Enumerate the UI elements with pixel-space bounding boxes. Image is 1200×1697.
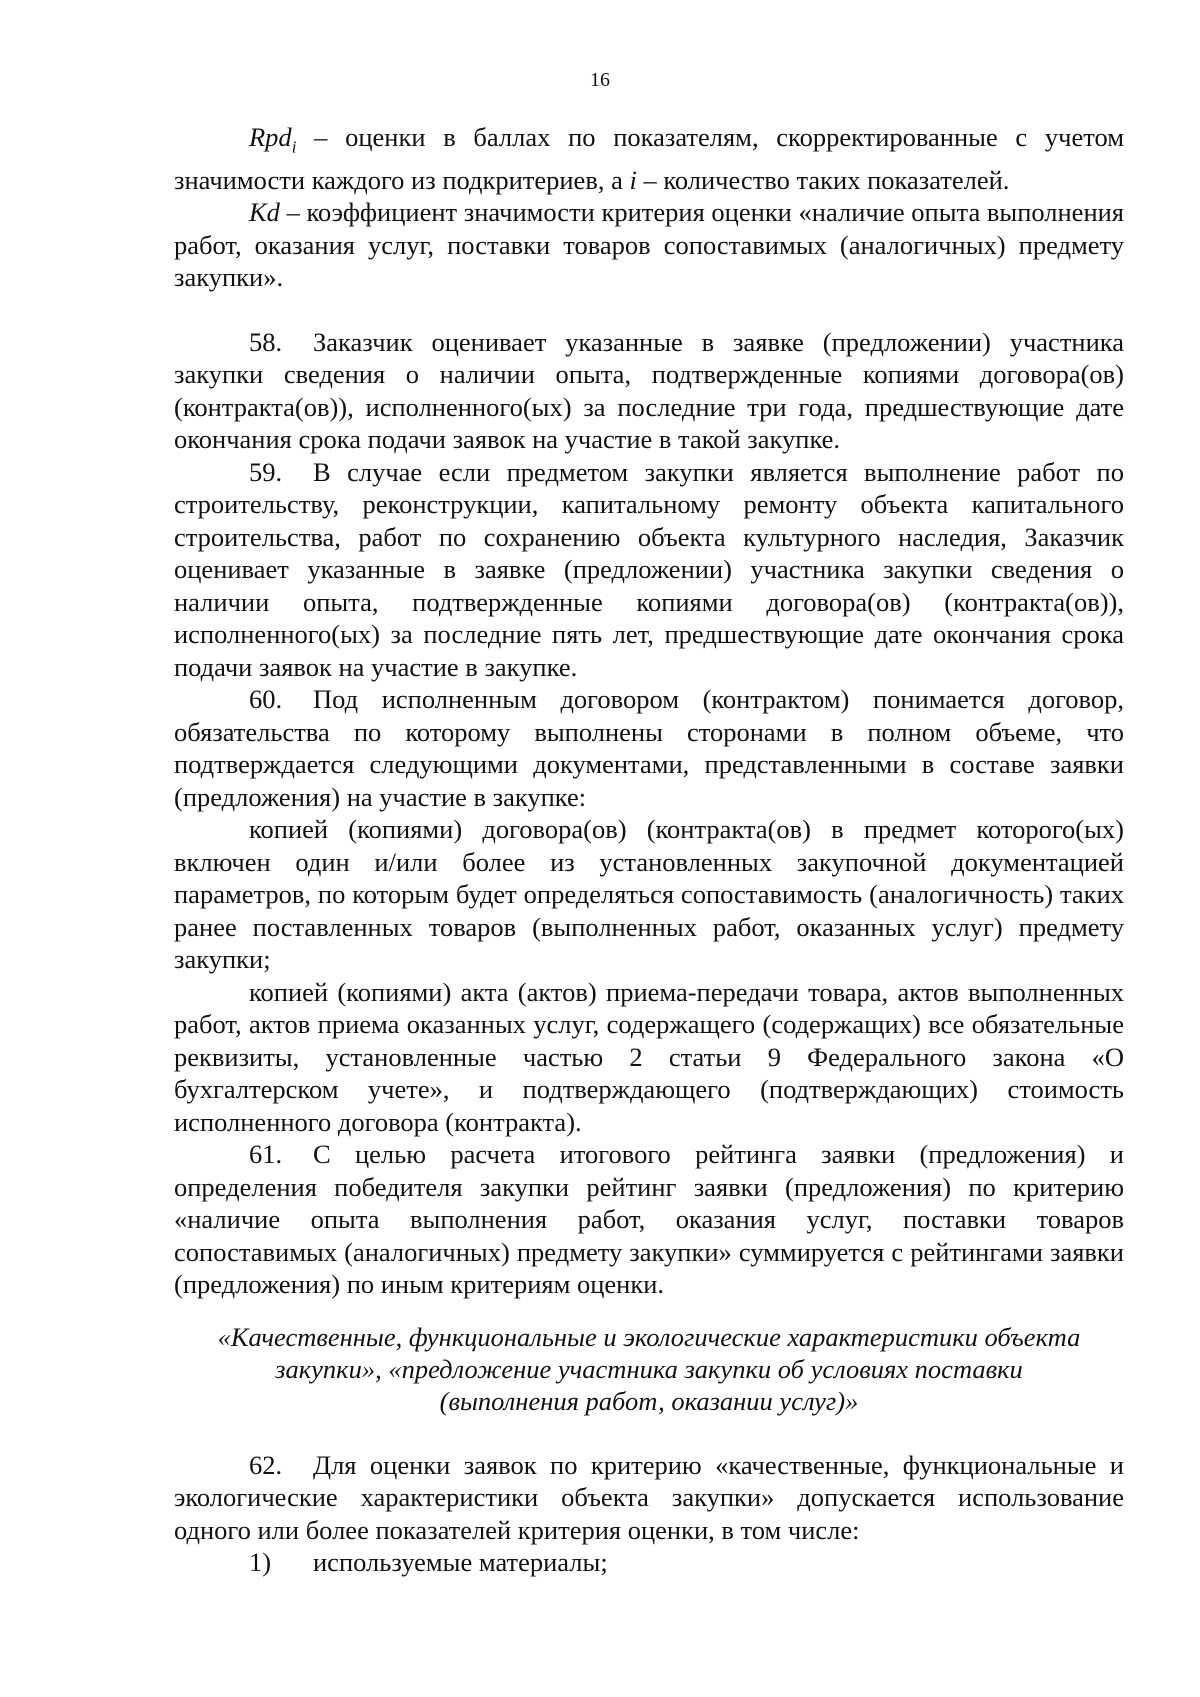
- paragraph-62: [174, 1449, 1124, 1547]
- page-number: 16: [590, 69, 610, 91]
- paragraph-62-number: 62.: [249, 1449, 283, 1480]
- symbol-i: i: [629, 164, 637, 195]
- paragraph-60: [174, 683, 1124, 813]
- paragraph-60-text: Под исполненным договором (контрактом) понимается договор, обязательства по которому выполнены сторонами в полном объеме, что подтверждается следующими документами, представленными в составе заявки (предложения) на участие в закупке:: [174, 684, 1124, 812]
- section-heading-line-1: «Качественные, функциональные и экологические характеристики объекта: [217, 1321, 1081, 1352]
- paragraph-58-number: 58.: [249, 326, 283, 357]
- paragraph-58-text: Заказчик оценивает указанные в заявке (предложении) участника закупки сведения о наличии опыта, подтвержденные копиями договора(ов) (контракта(ов)), исполненного(ых) за последние три года, предшествующие дате окончания срока подачи заявок на участие в такой закупке.: [174, 326, 1124, 455]
- paragraph-62-text: Для оценки заявок по критерию «качественные, функциональные и экологические характеристики объекта закупки» допускается использование одного или более показателей критерия оценки, в том числе:: [174, 1449, 1124, 1545]
- document-body: [174, 121, 1124, 1579]
- paragraph-60-item-b: копией (копиями) акта (актов) приема-передачи товара, актов выполненных работ, актов приема оказанных услуг, содержащего (содержащих) все обязательные реквизиты, установленные частью 2 статьи 9 Федерального закона «О бухгалтерском учете», и подтверждающего (подтверждающих) стоимость исполненного договора (контракта).: [174, 976, 1124, 1137]
- paragraph-59-text: В случае если предметом закупки является выполнение работ по строительству, реконструкции, капитальному ремонту объекта капитального строительства, работ по сохранению объекта культурного наследия, Заказчик оценивает указанные в заявке (предложении) участника закупки сведения о наличии опыта, подтвержденные копиями договора(ов) (контракта(ов)), исполненного(ых) за последние пять лет, предшествующие дате окончания срока подачи заявок на участие в закупке.: [174, 456, 1124, 682]
- paragraph-kd: [174, 196, 1124, 294]
- rpd-text-2: – количество таких показателей.: [636, 164, 1010, 195]
- section-heading-line-3: (выполнения работ, оказании услуг)»: [439, 1385, 859, 1416]
- spacer: [174, 294, 1124, 326]
- paragraph-58: [174, 326, 1124, 456]
- spacer: [174, 1417, 1124, 1449]
- paragraph-60-number: 60.: [249, 684, 283, 715]
- paragraph-rpd: [174, 121, 1124, 196]
- section-heading-line-2: закупки», «предложение участника закупки об условиях поставки: [275, 1353, 1023, 1384]
- list-item-1-number: 1): [249, 1547, 272, 1578]
- symbol-kd: Kd: [249, 197, 280, 228]
- paragraph-61-number: 61.: [249, 1139, 283, 1170]
- list-item-1: [174, 1546, 1124, 1579]
- kd-text: – коэффициент значимости критерия оценки «наличие опыта выполнения работ, оказания услуг, поставки товаров сопоставимых (аналогичных) предмету закупки».: [174, 197, 1124, 293]
- paragraph-59: [174, 456, 1124, 684]
- list-item-1-text: используемые материалы;: [313, 1547, 608, 1578]
- symbol-rpd: Rpd: [249, 122, 292, 152]
- paragraph-60-item-a: копией (копиями) договора(ов) (контракта(ов) в предмет которого(ых) включен один и/или более из установленных закупочной документацией параметров, по которым будет определяться сопоставимость (аналогичность) таких ранее поставленных товаров (выполненных работ, оказанных услуг) предмету закупки;: [174, 814, 1124, 975]
- paragraph-61-text: С целью расчета итогового рейтинга заявки (предложения) и определения победителя закупки рейтинг заявки (предложения) по критерию «наличие опыта выполнения работ, оказания услуг, поставки товаров сопоставимых (аналогичных) предмету закупки» суммируется с рейтингами заявки (предложения) по иным критериям оценки.: [174, 1139, 1124, 1300]
- paragraph-59-number: 59.: [249, 456, 283, 487]
- section-heading: [174, 1321, 1124, 1417]
- rpd-text-1: – оценки в баллах по показателям, скорректированные с учетом значимости каждого из подкритериев, а: [174, 122, 1124, 195]
- paragraph-61: [174, 1138, 1124, 1301]
- symbol-rpd-subscript: i: [291, 137, 297, 157]
